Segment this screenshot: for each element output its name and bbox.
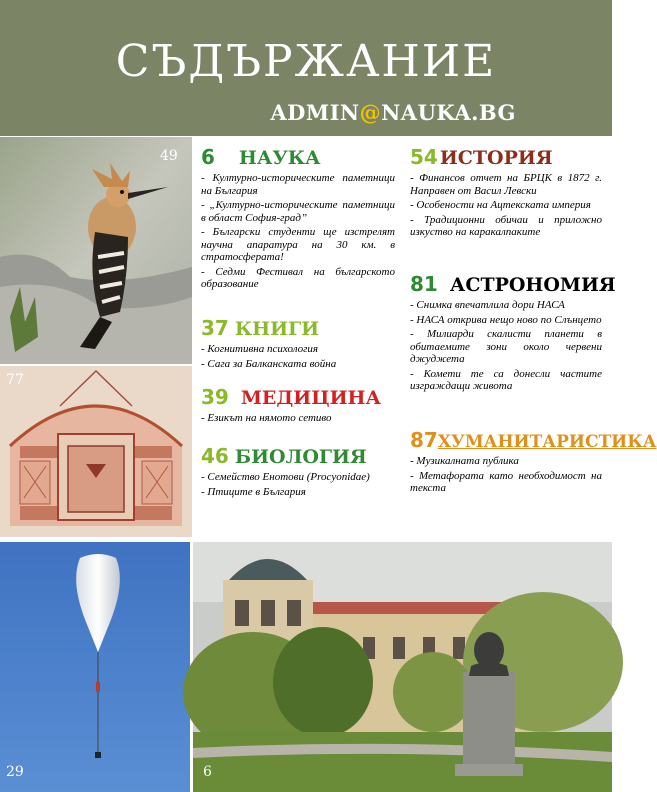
section-meditsina [201,387,395,427]
article-list [410,172,602,239]
section-page-number: 87 [410,428,438,452]
section-page-number: 39 [201,385,229,409]
article-item[interactable]: - Финансов отчет на БРЦК в 1872 г. Направен от Васил Левски [410,172,602,197]
article-item[interactable]: - Особености на Ацтекската империя [410,199,602,212]
article-list [201,172,395,291]
article-list [201,343,395,370]
email-domain: NAUKA.BG [381,100,516,125]
stratosphere-balloon-photo [0,542,190,792]
section-heading-humanitaristika[interactable] [410,428,657,452]
yurt-drawing [0,366,192,537]
section-heading-istoria[interactable] [410,147,602,169]
section-nauka [201,147,395,293]
section-page-number: 37 [201,316,229,340]
article-item[interactable]: - Музикалната публика [410,455,602,468]
article-list [410,455,602,495]
article-list [410,299,602,393]
article-item[interactable]: - Милиарди скалисти планети в обитаемите зони около червени джуджета [410,328,602,366]
article-list [201,471,395,498]
section-humanitaristika [410,428,657,497]
article-item[interactable]: - Традиционни обичаи и приложно изкуство на каракалпаките [410,214,602,239]
page-title: СЪДЪРЖАНИЕ [115,36,497,87]
section-heading-biologia[interactable] [201,446,395,468]
photo-page-number-hoopoe: 49 [160,148,178,164]
article-item[interactable]: - Български студенти ще изстрелят научна апаратура на 30 км. в стратосферата! [201,226,395,264]
section-page-number: 46 [201,444,229,468]
section-page-number: 6 [201,145,215,169]
article-item[interactable]: - Седми Фестивал на българското образование [201,266,395,291]
header-banner [0,0,612,136]
section-title: ИСТОРИЯ [439,147,553,169]
section-title: НАУКА [238,147,321,169]
section-heading-knigi[interactable] [201,318,395,340]
article-item[interactable]: - Езикът на нямото сетиво [201,412,395,425]
article-list [201,412,395,425]
email-address[interactable] [270,100,516,125]
section-title: АСТРОНОМИЯ [449,274,616,296]
section-heading-astronomia[interactable] [410,272,616,296]
article-item[interactable]: - Снимка впечатлила дори НАСА [410,299,602,312]
photo-page-number-balloon: 29 [6,764,24,780]
article-item[interactable]: - Метафората като необходимост на текста [410,470,602,495]
email-user: ADMIN [270,100,360,125]
section-biologia [201,446,395,500]
email-at-sign: @ [359,100,382,125]
article-item[interactable]: - Птиците в България [201,486,395,499]
section-istoria [410,147,602,241]
article-item[interactable]: - НАСА открива нещо ново по Слънцето [410,314,602,327]
article-item[interactable]: - Когнитивна психология [201,343,395,356]
university-building-photo [193,542,612,792]
section-title: КНИГИ [234,318,320,340]
section-astronomia [410,272,616,395]
section-title: ХУМАНИТАРИСТИКА [437,432,657,452]
article-item[interactable]: - Сага за Балканската война [201,358,395,371]
section-page-number: 81 [410,272,438,296]
section-title: БИОЛОГИЯ [234,446,367,468]
article-item[interactable]: - „Културно-историческите паметници в област София-град” [201,199,395,224]
section-heading-nauka[interactable] [201,147,395,169]
photo-page-number-yurt: 77 [6,372,24,388]
section-knigi [201,318,395,372]
photo-page-number-university: 6 [203,764,212,780]
hoopoe-bird-photo [0,137,192,364]
article-item[interactable]: - Комети те са донесли частите изграждащи живота [410,368,602,393]
section-title: МЕДИЦИНА [240,387,381,409]
section-heading-meditsina[interactable] [201,387,395,409]
section-page-number: 54 [410,145,438,169]
article-item[interactable]: - Културно-историческите паметници на България [201,172,395,197]
article-item[interactable]: - Семейство Енотови (Procyonidae) [201,471,395,484]
